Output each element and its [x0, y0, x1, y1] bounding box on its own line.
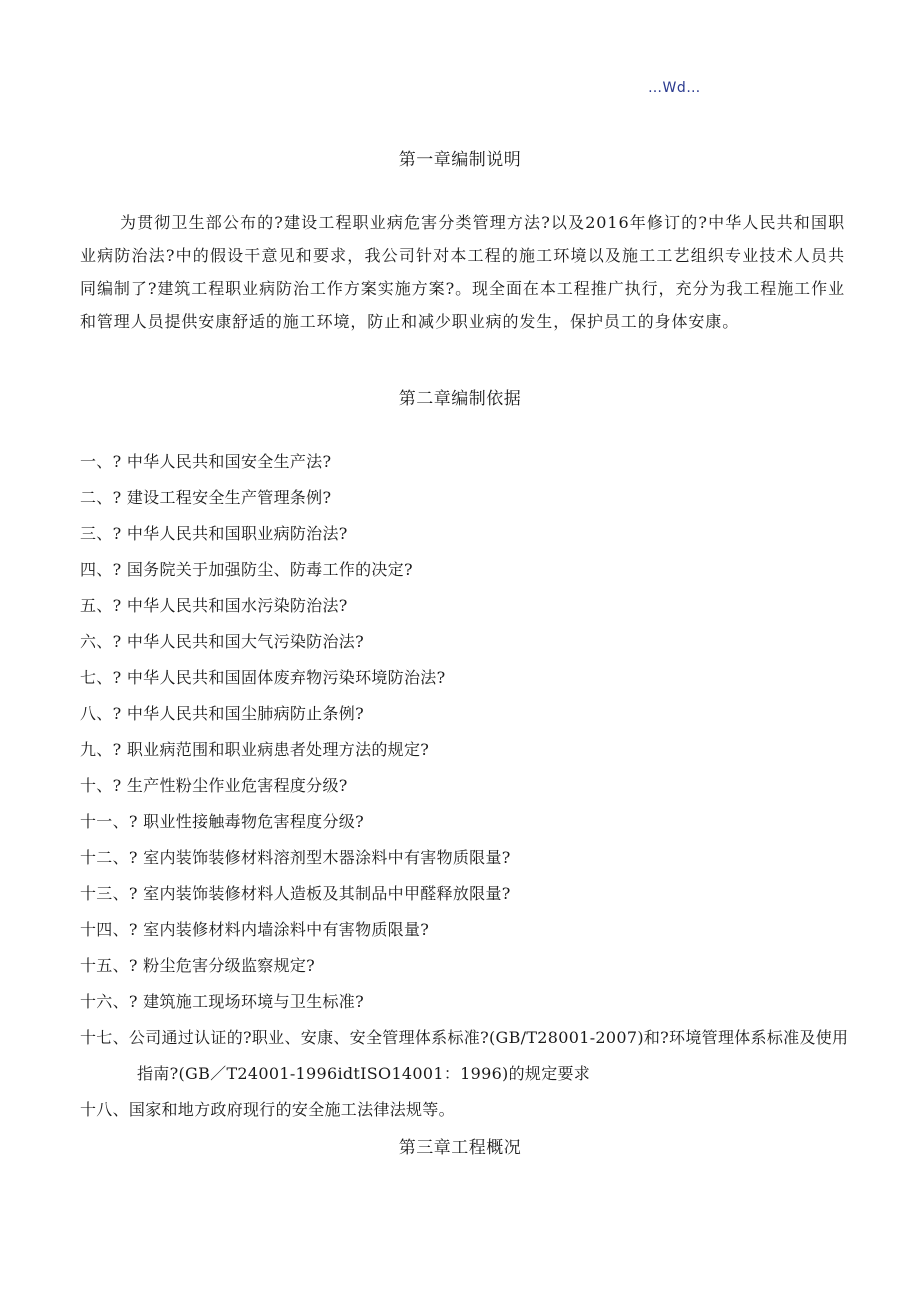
chapter-1-title: 第一章编制说明 [398, 150, 522, 170]
basis-item-3: 三、? 中华人民共和国职业病防治法? [80, 524, 348, 543]
basis-item-12: 十二、? 室内装饰装修材料溶剂型木器涂料中有害物质限量? [80, 848, 511, 867]
basis-item-10: 十、? 生产性粉尘作业危害程度分级? [80, 776, 348, 795]
basis-item-4: 四、? 国务院关于加强防尘、防毒工作的决定? [80, 560, 413, 579]
chapter-2-title: 第二章编制依据 [398, 389, 522, 409]
basis-item-18: 十八、国家和地方政府现行的安全施工法律法规等。 [80, 1100, 455, 1119]
basis-list [80, 444, 850, 1128]
basis-item-7: 七、? 中华人民共和国固体废弃物污染环境防治法? [80, 668, 446, 687]
basis-item-13: 十三、? 室内装饰装修材料人造板及其制品中甲醛释放限量? [80, 884, 511, 903]
header-mark: …Wd… [648, 80, 701, 96]
basis-item-5: 五、? 中华人民共和国水污染防治法? [80, 596, 348, 615]
basis-item-11: 十一、? 职业性接触毒物危害程度分级? [80, 812, 364, 831]
chapter-1-paragraph: 为贯彻卫生部公布的?建设工程职业病危害分类管理方法?以及2016年修订的?中华人民共和国职业病防治法?中的假设干意见和要求，我公司针对本工程的施工环境以及施工工艺组织专业技术人员共同编制了?建筑工程职业病防治工作方案实施方案?。现全面在本工程推广执行，充分为我工程施工作业和管理人员提供安康舒适的施工环境，防止和减少职业病的发生，保护员工的身体安康。 [80, 213, 845, 331]
basis-item-2: 二、? 建设工程安全生产管理条例? [80, 488, 332, 507]
basis-item-17: 十七、公司通过认证的?职业、安康、安全管理体系标准?(GB/T28001-2007)和?环境管理体系标准及使用指南?(GB／T24001-1996idtISO14001：1996)的规定要求 [80, 1028, 849, 1083]
chapter-3-title: 第三章工程概况 [398, 1138, 522, 1158]
basis-item-15: 十五、? 粉尘危害分级监察规定? [80, 956, 316, 975]
basis-item-8: 八、? 中华人民共和国尘肺病防止条例? [80, 704, 364, 723]
basis-item-1: 一、? 中华人民共和国安全生产法? [80, 452, 332, 471]
basis-item-6: 六、? 中华人民共和国大气污染防治法? [80, 632, 364, 651]
basis-item-14: 十四、? 室内装修材料内墙涂料中有害物质限量? [80, 920, 430, 939]
basis-item-9: 九、? 职业病范围和职业病患者处理方法的规定? [80, 740, 430, 759]
basis-item-16: 十六、? 建筑施工现场环境与卫生标准? [80, 992, 364, 1011]
